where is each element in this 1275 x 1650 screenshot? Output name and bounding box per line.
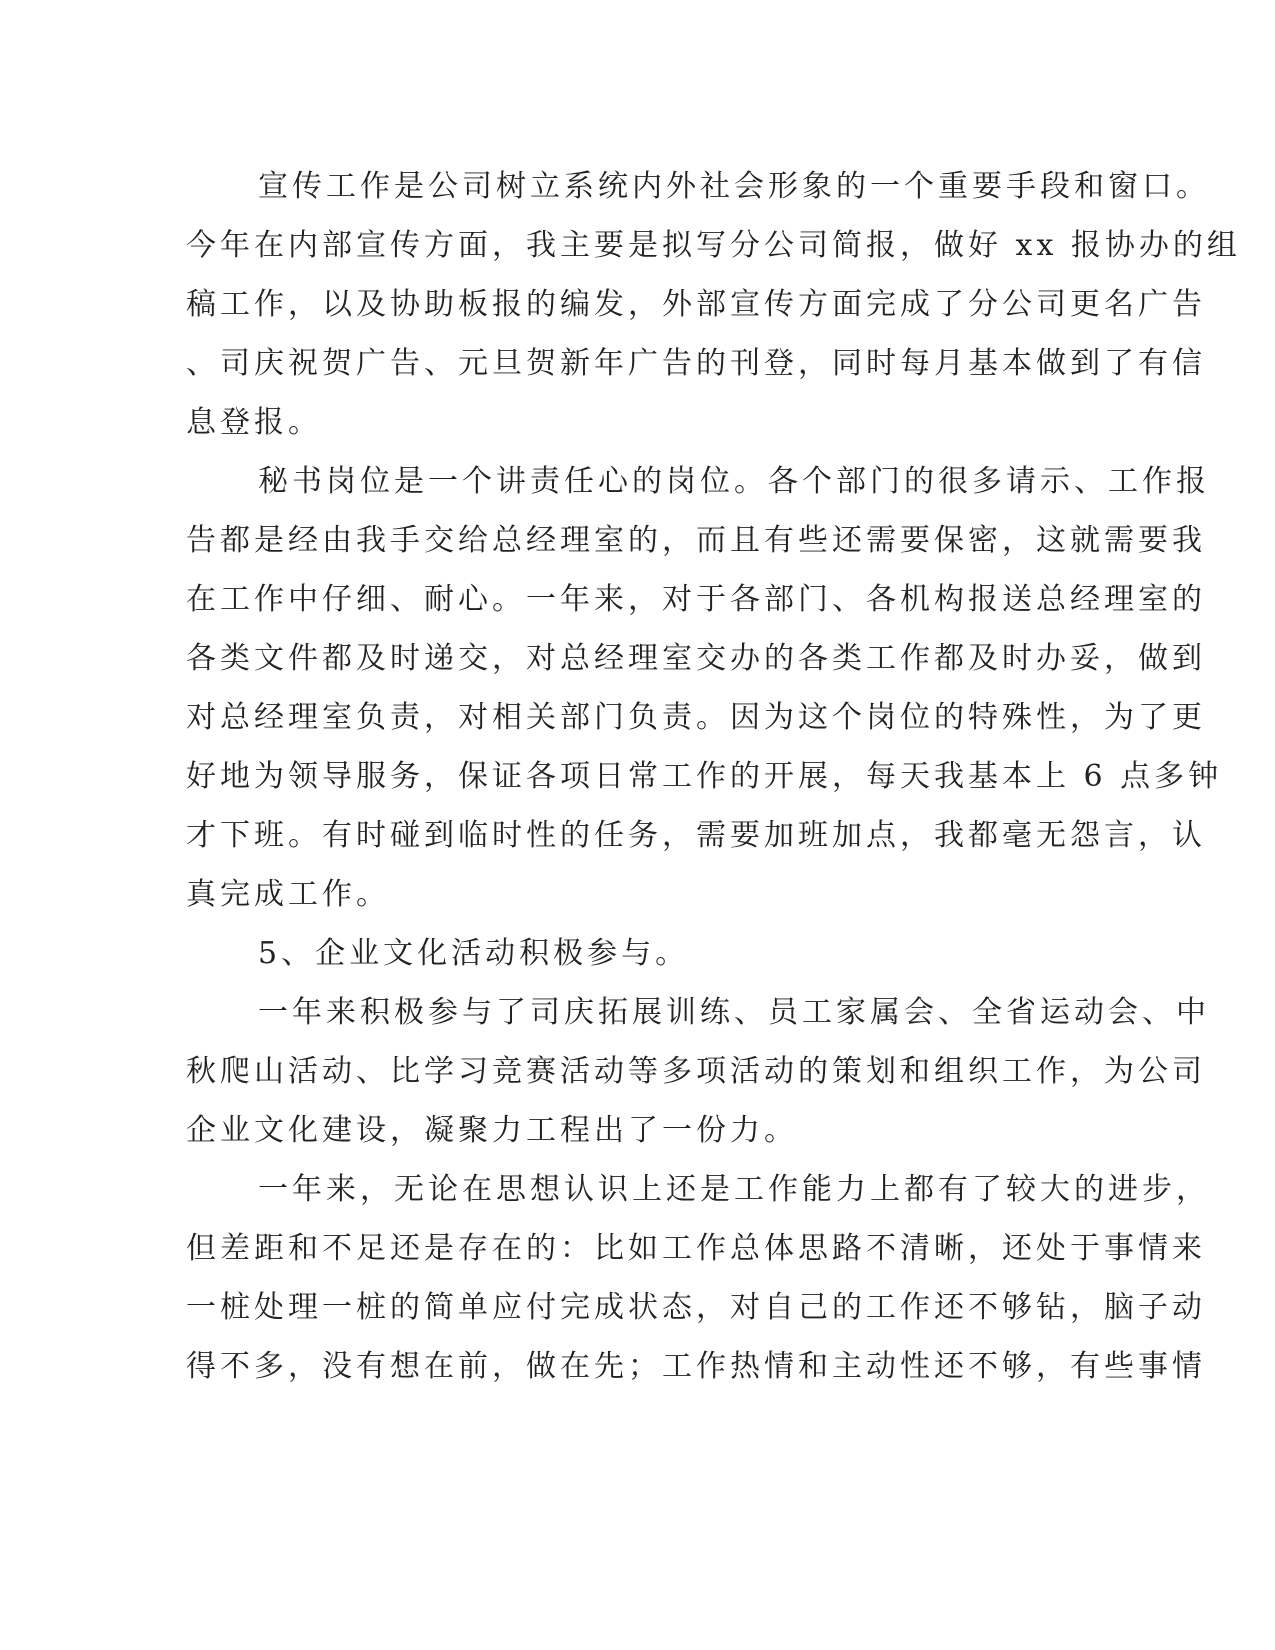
text-line: 一年来积极参与了司庆拓展训练、员工家属会、全省运动会、中 <box>258 995 1210 1030</box>
document-body <box>186 157 1241 1396</box>
text-line: 、司庆祝贺广告、元旦贺新年广告的刊登，同时每月基本做到了有信 <box>186 346 1206 381</box>
text-line: 在工作中仔细、耐心。一年来，对于各部门、各机构报送总经理室的 <box>186 582 1206 617</box>
text-line: 秋爬山活动、比学习竞赛活动等多项活动的策划和组织工作，为公司 <box>186 1054 1206 1089</box>
text-line: 一年来，无论在思想认识上还是工作能力上都有了较大的进步， <box>258 1172 1210 1207</box>
text-line: 好地为领导服务，保证各项日常工作的开展，每天我基本上 6 点多钟 <box>186 759 1223 794</box>
text-line: 对总经理室负责，对相关部门负责。因为这个岗位的特殊性，为了更 <box>186 700 1206 735</box>
text-line: 一桩处理一桩的简单应付完成状态，对自己的工作还不够钻，脑子动 <box>186 1290 1206 1325</box>
text-line: 今年在内部宣传方面，我主要是拟写分公司简报，做好 xx 报协办的组 <box>186 228 1241 263</box>
text-line: 告都是经由我手交给总经理室的，而且有些还需要保密，这就需要我 <box>186 523 1206 558</box>
text-line: 宣传工作是公司树立系统内外社会形象的一个重要手段和窗口。 <box>258 169 1210 204</box>
text-line: 真完成工作。 <box>186 877 390 912</box>
text-line: 各类文件都及时递交，对总经理室交办的各类工作都及时办妥，做到 <box>186 641 1206 676</box>
text-line: 稿工作，以及协助板报的编发，外部宣传方面完成了分公司更名广告 <box>186 287 1206 322</box>
text-line: 才下班。有时碰到临时性的任务，需要加班加点，我都毫无怨言，认 <box>186 818 1206 853</box>
text-line: 企业文化建设，凝聚力工程出了一份力。 <box>186 1113 798 1148</box>
text-line: 秘书岗位是一个讲责任心的岗位。各个部门的很多请示、工作报 <box>258 464 1210 499</box>
text-line: 但差距和不足还是存在的：比如工作总体思路不清晰，还处于事情来 <box>186 1231 1206 1266</box>
text-line: 息登报。 <box>186 405 322 440</box>
text-line: 得不多，没有想在前，做在先；工作热情和主动性还不够，有些事情 <box>186 1349 1206 1384</box>
section-heading: 5、企业文化活动积极参与。 <box>258 936 690 971</box>
